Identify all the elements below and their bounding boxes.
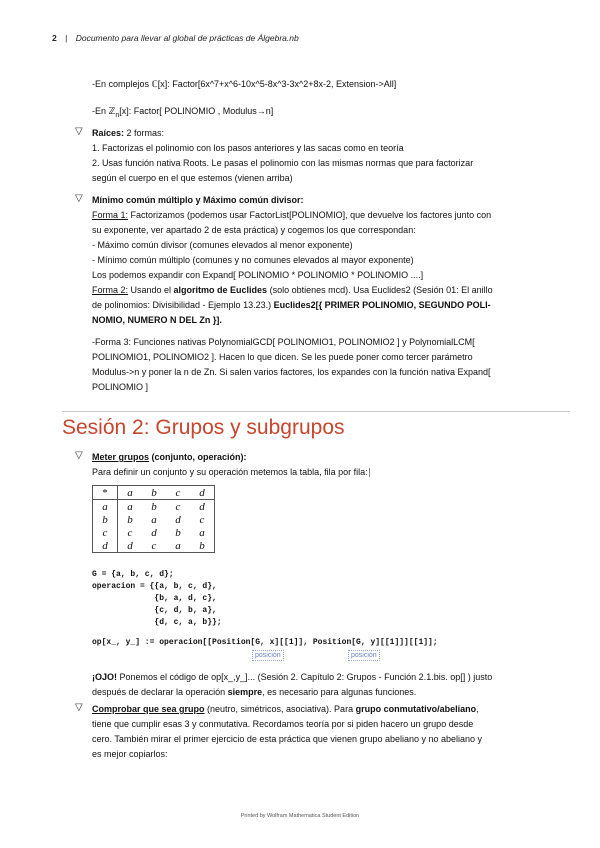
forma2-line-2a: de polinomios: Divisibilidad - Ejemplo 13.23.) (92, 300, 274, 310)
comprobar-bold: grupo conmutativo/abeliano (355, 704, 477, 714)
triangle-down-outline-icon[interactable]: ▽ (75, 126, 83, 137)
section-title: Sesión 2: Grupos y subgrupos (62, 416, 345, 439)
forma3-line-1: -Forma 3: Funciones nativas PolynomialGCD[ POLINOMIO1, POLINOMIO2 ] y PolynomialLCM[ (92, 337, 475, 347)
table-cell: b (93, 513, 118, 526)
document-title: Documento para llevar al global de prácticas de Álgebra.nb (75, 33, 299, 43)
raices-title-rest: 2 formas: (124, 128, 165, 138)
table-cell: b (127, 513, 133, 526)
raices-heading (92, 126, 164, 141)
table-cell: d (190, 486, 215, 500)
code-line-2: operacion = {{a, b, c, d}, (92, 582, 217, 591)
zn-prefix: -En (92, 106, 109, 116)
code-line-3: {b, a, d, c}, (92, 594, 217, 603)
forma1-line-5: Los podemos expandir con Expand[ POLINOMIO * POLINOMIO * POLINOMIO ....] (92, 270, 424, 280)
triangle-down-outline-icon[interactable]: ▽ (75, 450, 83, 461)
table-cell: d (199, 500, 205, 513)
forma1-label: Forma 1: (92, 210, 129, 220)
table-cell: a (127, 500, 133, 513)
raices-line-2: 2. Usas función nativa Roots. Le pasas el polinomio con las mismas normas que para factorizar (92, 158, 474, 168)
zn-subscript: n (115, 111, 120, 119)
table-cell: c (127, 526, 133, 539)
ojo-line-2 (92, 685, 416, 700)
raices-line-1: 1. Factorizas el polinomio con los pasos anteriores y las sacas como en teoría (92, 143, 404, 153)
print-footer: Printed by Wolfram Mathematica Student Edition (240, 813, 360, 819)
table-cell: * (93, 486, 118, 500)
forma2-text-c: (solo obtienes mcd). Usa Euclides2 (Sesión 01: El anillo (267, 285, 493, 295)
forma3-line-3: Modulus->n y poner la n de Zn. Si salen varios factores, los expandes con la función nativa Expand[ (92, 367, 491, 377)
table-cell: b (199, 539, 205, 552)
table-cell: a (199, 526, 205, 539)
zn-symbol: ℤ (108, 107, 116, 117)
forma2-line-2 (92, 298, 491, 313)
forma2-label: Forma 2: (92, 285, 129, 295)
operation-table (92, 485, 215, 553)
forma2-line-1 (92, 283, 493, 298)
page-header (52, 33, 299, 43)
forma2-line-3: NOMIO, NUMERO N DEL Zn }]. (92, 315, 222, 325)
code-line-6: op[x_, y_] := operacion[[Position[G, x][[1]], Position[G, y][[1]]][[1]]; (92, 638, 438, 647)
grupos-title: Meter grupos (92, 452, 150, 462)
forma1-line-2: su exponente, ver apartado 2 de esta práctica) y cogemos los que correspondan: (92, 225, 416, 235)
table-cell: c (166, 486, 190, 500)
comprobar-line-2: tiene que cumplir esas 3 y conmutativa. Recordamos teoría por si piden hacero un grupo desde (92, 719, 474, 729)
comprobar-rest: (neutro, simétricos, asociativa). Para (204, 704, 356, 714)
table-cell: c (151, 539, 157, 552)
forma1-text: Factorizamos (podemos usar FactorList[POLINOMIO], que devuelve los factores junto con (128, 210, 492, 220)
position-hint-2: posición (348, 650, 380, 661)
table-cell: a (175, 539, 181, 552)
table-cell: b (175, 526, 181, 539)
raices-line-3: según el cuerpo en el que estemos (vienen arriba) (92, 173, 293, 183)
comprobar-heading (92, 702, 479, 717)
zn-line (92, 104, 273, 123)
table-cell: d (175, 513, 181, 526)
forma1-line-3: - Máximo común divisor (comunes elevados al menor exponente) (92, 240, 353, 250)
table-cell: d (93, 539, 118, 553)
table-row (93, 539, 215, 553)
grupos-heading (92, 450, 247, 465)
ojo-line-2b: siempre (227, 687, 263, 697)
table-cell: b (142, 486, 166, 500)
forma2-text-a: Usando el (128, 285, 174, 295)
forma3-line-2: POLINOMIO1, POLINOMIO2 ]. Hacen lo que dicen. Se les puede poner como tercer parámetro (92, 352, 473, 362)
comprobar-title: Comprobar que sea grupo (92, 704, 205, 714)
raices-title: Raíces: (92, 128, 125, 138)
triangle-down-outline-icon[interactable]: ▽ (75, 702, 83, 713)
forma1-line-4: - Mínimo común múltiplo (comunes y no comunes elevados al mayor exponente) (92, 255, 414, 265)
grupos-intro-text: Para definir un conjunto y su operación metemos la tabla, fila por fila: (92, 467, 368, 477)
grupos-intro (92, 465, 370, 480)
page-number: 2 (52, 33, 57, 43)
comprobar-end: , (476, 704, 479, 714)
zn-rest: [x]: Factor[ POLINOMIO , Modulus→n] (119, 106, 274, 116)
table-row (93, 526, 215, 539)
code-line-5: {d, c, a, b}}; (92, 618, 222, 627)
table-cell: c (93, 526, 118, 539)
table-cell: a (118, 486, 143, 500)
ojo-line-2a: después de declarar la operación (92, 687, 228, 697)
complejos-line: -En complejos ℂ[x]: Factor[6x^7+x^6-10x^5-8x^3-3x^2+8x-2, Extension->All] (92, 79, 397, 89)
section-divider (62, 411, 570, 412)
code-line-4: {c, d, b, a}, (92, 606, 217, 615)
table-cell: d (151, 526, 157, 539)
position-hint-1: posición (252, 650, 284, 661)
ojo-text: Ponemos el código de op[x_,y_]... (Sesión 2. Capítulo 2: Grupos - Función 2.1.bis. op[] ) justo (117, 672, 493, 682)
code-line-1: G = {a, b, c, d}; (92, 570, 174, 579)
forma3-line-4: POLINOMIO ] (92, 382, 149, 392)
cell-bracket-marker (369, 468, 370, 477)
table-cell: c (175, 500, 181, 513)
forma1-line-1 (92, 208, 491, 223)
ojo-line-1 (92, 670, 492, 685)
table-cell: c (199, 513, 205, 526)
triangle-down-outline-icon[interactable]: ▽ (75, 193, 83, 204)
grupos-title-rest: (conjunto, operación): (149, 452, 247, 462)
table-row (93, 500, 215, 514)
forma2-line-2b: Euclides2[{ PRIMER POLINOMIO, SEGUNDO POLI- (273, 300, 491, 310)
table-cell: a (93, 500, 118, 514)
header-separator: | (65, 33, 68, 43)
ojo-line-2c: , es necesario para algunas funciones. (262, 687, 417, 697)
table-row (93, 513, 215, 526)
table-header-row (93, 486, 215, 500)
ojo-bold: ¡OJO! (92, 672, 118, 682)
mcm-title: Mínimo común múltiplo y Máximo común divisor: (92, 195, 304, 205)
table-cell: b (151, 500, 157, 513)
forma2-text-b: algoritmo de Euclides (173, 285, 268, 295)
comprobar-line-4: es mejor copiarlos: (92, 749, 168, 759)
comprobar-line-3: cero. También mirar el primer ejercicio de esta práctica que vienen grupo abeliano y no abeliano y (92, 734, 483, 744)
table-cell: d (127, 539, 133, 552)
table-cell: a (151, 513, 157, 526)
